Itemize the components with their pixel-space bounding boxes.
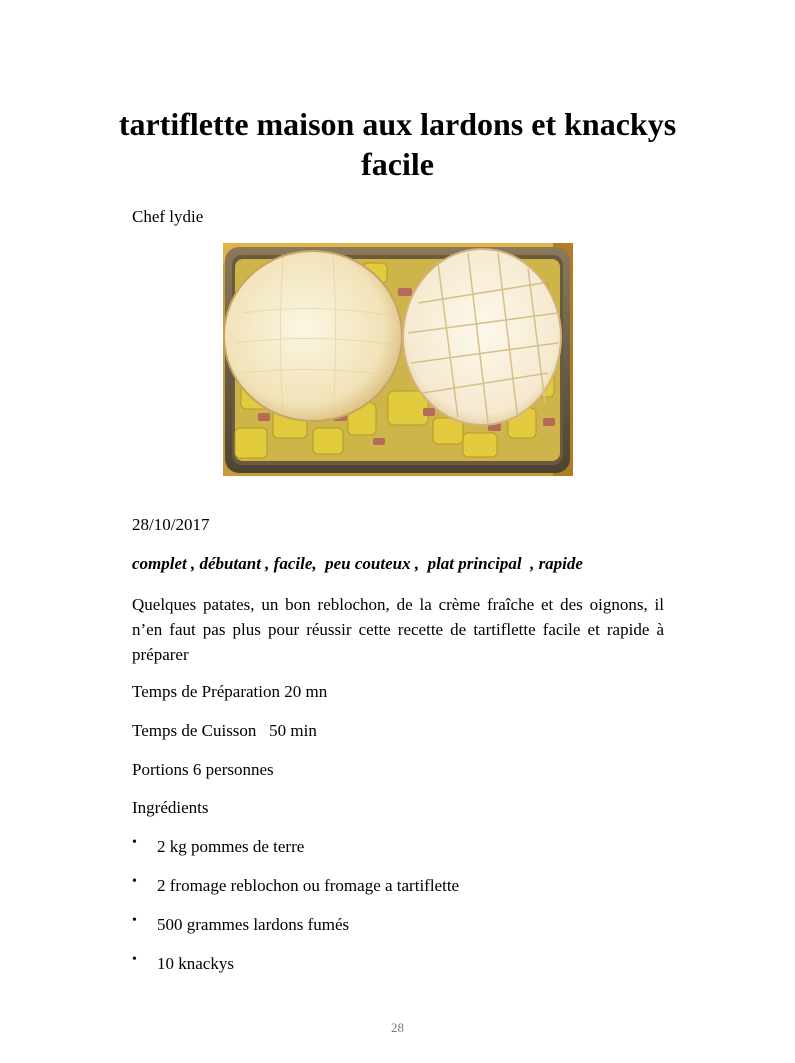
bullet-icon: • <box>132 835 137 850</box>
recipe-date: 28/10/2017 <box>132 515 210 534</box>
servings: Portions 6 personnes <box>132 760 274 779</box>
page-number: 28 <box>391 1020 404 1035</box>
recipe-photo <box>223 243 573 476</box>
recipe-author: Chef lydie <box>132 207 204 226</box>
prep-time: Temps de Préparation 20 mn <box>132 682 328 701</box>
list-item <box>132 837 459 876</box>
recipe-title: tartiflette maison aux lardons et knackys facile <box>118 106 677 182</box>
ingredient-text: 2 fromage reblochon ou fromage a tartiflette <box>157 876 460 895</box>
cook-time: Temps de Cuisson 50 min <box>132 721 317 740</box>
list-item <box>132 915 459 954</box>
recipe-tags: complet , débutant , facile, peu couteux , plat principal , rapide <box>132 554 583 573</box>
list-item <box>132 876 459 915</box>
ingredients-list <box>132 837 459 993</box>
ingredient-text: 2 kg pommes de terre <box>157 837 305 856</box>
bullet-icon: • <box>132 874 137 889</box>
recipe-description: Quelques patates, un bon reblochon, de la crème fraîche et des oignons, il n’en faut pas plus pour réussir cette recette de tartiflette facile et rapide à préparer <box>132 595 664 664</box>
list-item <box>132 954 459 993</box>
ingredient-text: 10 knackys <box>157 954 234 973</box>
ingredient-text: 500 grammes lardons fumés <box>157 915 350 934</box>
bullet-icon: • <box>132 952 137 967</box>
ingredients-heading: Ingrédients <box>132 798 209 817</box>
bullet-icon: • <box>132 913 137 928</box>
